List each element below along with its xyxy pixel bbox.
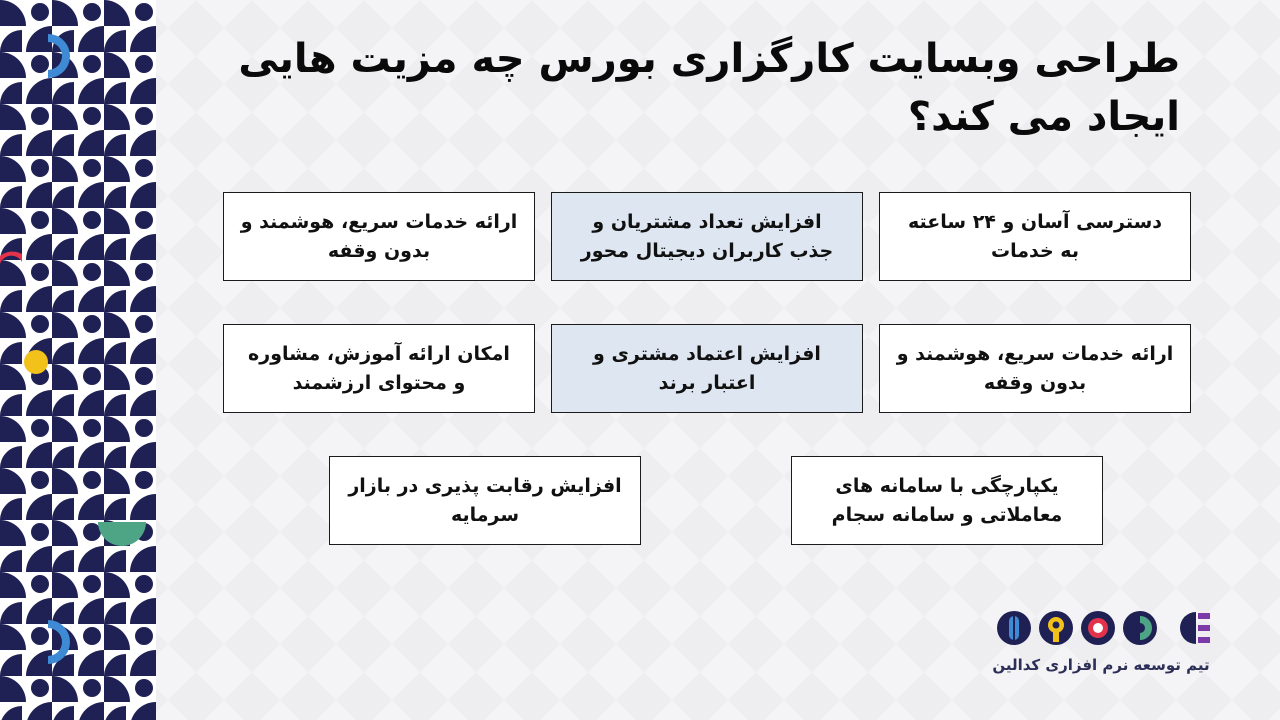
slide-title: طراحی وبسایت کارگزاری بورس چه مزیت هایی ایجاد می کند؟	[238, 36, 1180, 140]
ring-logo-icon	[1081, 611, 1115, 645]
benefit-text: ارائه خدمات سریع، هوشمند و بدون وقفه	[896, 342, 1174, 394]
benefit-box-highlighted	[551, 324, 863, 413]
benefit-text: دسترسی آسان و ۲۴ ساعته به خدمات	[907, 210, 1163, 262]
benefit-box-highlighted	[551, 192, 863, 281]
brand-footer	[990, 606, 1220, 690]
benefit-box	[329, 456, 641, 545]
benefit-box	[879, 192, 1191, 281]
e-logo-icon	[1180, 612, 1210, 644]
brand-caption: تیم توسعه نرم افزاری کدالین	[992, 656, 1210, 674]
benefit-text: افزایش رقابت پذیری در بازار سرمایه	[348, 474, 622, 526]
benefit-text: ارائه خدمات سریع، هوشمند و بدون وقفه	[240, 210, 518, 262]
benefit-box	[791, 456, 1103, 545]
keyhole-logo-icon	[1039, 611, 1073, 645]
benefit-box	[879, 324, 1191, 413]
benefit-text: امکان ارائه آموزش، مشاوره و محتوای ارزشمند	[248, 342, 510, 394]
pill-logo-icon	[997, 611, 1031, 645]
pattern-graphic	[0, 0, 156, 720]
benefit-box	[223, 324, 535, 413]
benefit-text: افزایش اعتماد مشتری و اعتبار برند	[593, 342, 821, 394]
brand-logo-row	[996, 610, 1212, 650]
benefit-box	[223, 192, 535, 281]
benefit-text: افزایش تعداد مشتریان و جذب کاربران دیجیتال محور	[580, 210, 834, 262]
decorative-pattern-strip	[0, 0, 156, 720]
benefit-text: یکپارچگی با سامانه های معاملاتی و سامانه سجام	[831, 474, 1063, 526]
leaf-logo-icon	[1123, 611, 1157, 645]
